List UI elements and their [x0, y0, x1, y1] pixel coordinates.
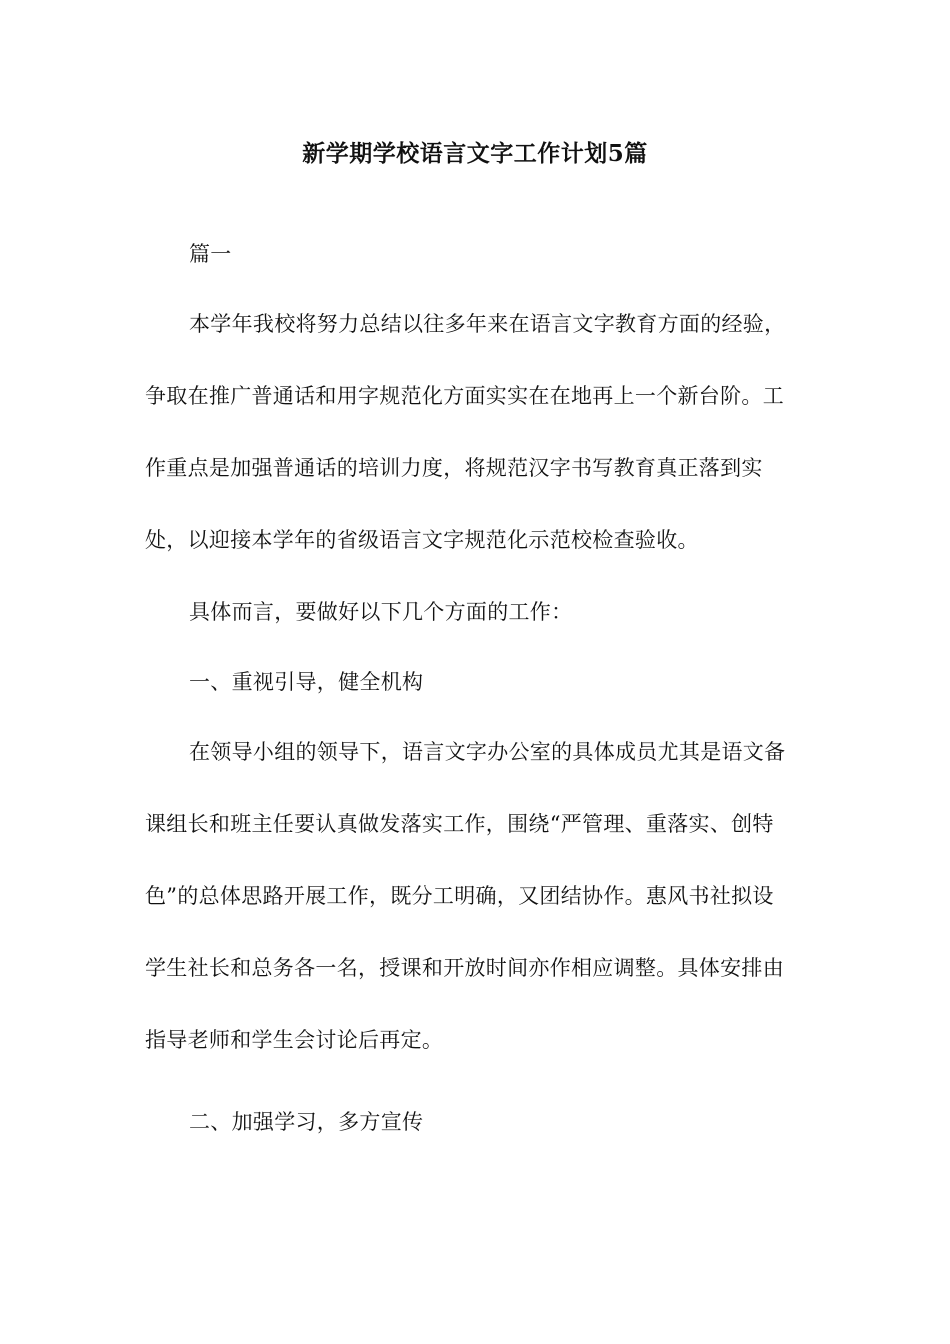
section-label: 篇一 [189, 242, 232, 266]
heading-section-two: 二、加强学习，多方宣传 [189, 1110, 424, 1134]
document-title: 新学期学校语言文字工作计划5篇 [302, 140, 648, 167]
document-body [145, 235, 795, 1141]
paragraph-section-one: 在领导小组的领导下，语言文字办公室的具体成员尤其是语文备课组长和班主任要认真做发落实工作，围绕“严管理、重落实、创特色”的总体思路开展工作，既分工明确，又团结协作。惠风书社拟设学生社长和总务各一名，授课和开放时间亦作相应调整。具体安排由指导老师和学生会讨论后再定。 [145, 740, 786, 1052]
paragraph-overview: 具体而言，要做好以下几个方面的工作： [189, 600, 573, 624]
heading-section-one: 一、重视引导，健全机构 [189, 670, 424, 694]
paragraph-intro: 本学年我校将努力总结以往多年来在语言文字教育方面的经验，争取在推广普通话和用字规范化方面实实在在地再上一个新台阶。工作重点是加强普通话的培训力度，将规范汉字书写教育真正落到实处，以迎接本学年的省级语言文字规范化示范校检查验收。 [145, 312, 786, 552]
